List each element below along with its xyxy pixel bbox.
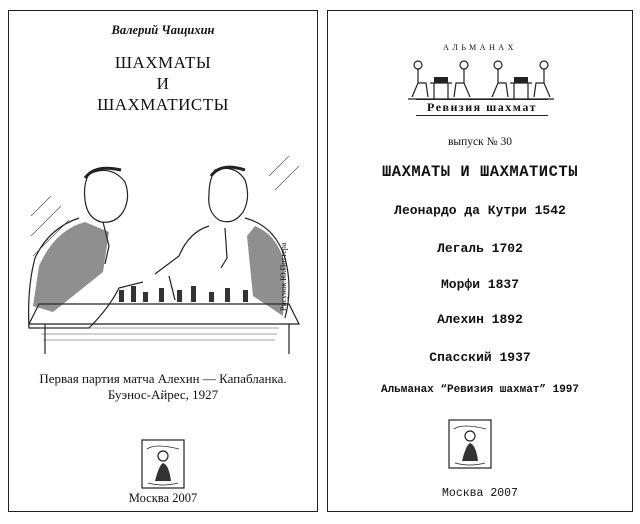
almanac-label: АЛЬМАНАХ: [443, 43, 517, 52]
right-page: [327, 10, 633, 512]
left-page: [8, 10, 318, 512]
city-year: Москва 2007: [442, 487, 518, 500]
title-line-2: И: [156, 74, 170, 93]
chess-players-illustration: [19, 156, 309, 361]
caption-line-1: Первая партия матча Алехин — Капабланка.: [39, 371, 287, 386]
contents-entry: Спасский 1937: [429, 350, 531, 365]
issue-number: выпуск № 30: [448, 136, 512, 148]
city-year: Москва 2007: [128, 491, 198, 505]
publisher-line: Альманах “Ревизия шахмат” 1997: [380, 384, 580, 396]
chess-players-frieze: [406, 53, 556, 101]
almanac-name-banner: Ревизия шахмат: [416, 99, 548, 116]
title-line-3: ШАХМАТИСТЫ: [97, 95, 229, 114]
publisher-logo: [141, 439, 185, 489]
publisher-logo: [448, 419, 492, 469]
contents-entry: Алехин 1892: [437, 312, 523, 327]
title-line-1: ШАХМАТЫ: [114, 53, 212, 72]
caption-line-2: Буэнос-Айрес, 1927: [107, 387, 219, 402]
contents-entry: Леонардо да Кутри 1542: [394, 203, 566, 218]
contents-entry: Морфи 1837: [440, 277, 519, 292]
author-name: Валерий Чащихин: [111, 23, 215, 37]
contents-entry: Легаль 1702: [437, 241, 523, 256]
book-title: ШАХМАТЫ И ШАХМАТИСТЫ: [381, 163, 579, 181]
illustration-credit: Рисунок Ю.Поттера: [279, 242, 288, 311]
